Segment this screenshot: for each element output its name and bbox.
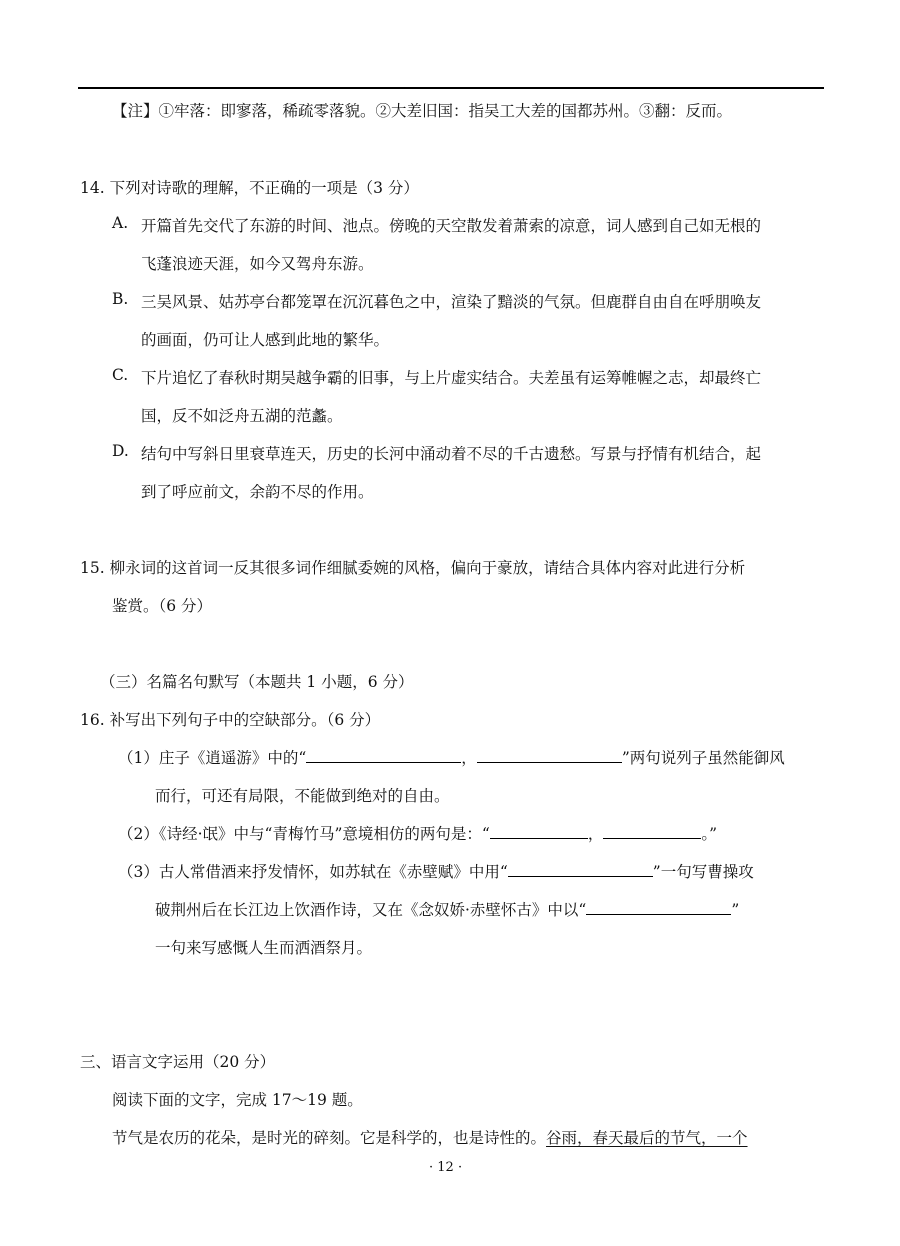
part-3-intro: 阅读下面的文字，完成 17～19 题。 xyxy=(112,1091,363,1109)
answer-blank-3b[interactable] xyxy=(586,900,731,915)
section-3-heading: （三）名篇名句默写（本题共 1 小题，6 分） xyxy=(100,673,414,691)
underlined-phrase: 谷雨，春天最后的节气，一个 xyxy=(546,1129,748,1147)
part-3-paragraph: 节气是农历的花朵，是时光的碎刻。它是科学的，也是诗性的。谷雨，春天最后的节气，一个 xyxy=(112,1129,748,1147)
question-16-item-2: （2）《诗经·氓》中与“青梅竹马”意境相仿的两句是：“ ， 。” xyxy=(118,825,718,843)
option-c-label: C. xyxy=(112,366,129,384)
answer-blank-2b[interactable] xyxy=(603,824,701,839)
option-a-label: A. xyxy=(112,214,129,232)
question-16-item-1-line2: 而行，可还有局限，不能做到绝对的自由。 xyxy=(155,787,450,805)
option-b-label: B. xyxy=(112,290,129,308)
top-rule xyxy=(78,87,824,89)
option-c-line1: 下片追忆了春秋时期吴越争霸的旧事，与上片虚实结合。夫差虽有运筹帷幄之志，却最终亡 xyxy=(141,369,762,387)
answer-blank-3a[interactable] xyxy=(508,862,653,877)
question-16-item-1: （1）庄子《逍遥游》中的“ ， ”两句说列子虽然能御风 xyxy=(118,749,785,767)
question-16-stem: 16. 补写出下列句子中的空缺部分。（6 分） xyxy=(80,711,381,729)
option-c-line2: 国，反不如泛舟五湖的范蠡。 xyxy=(141,407,343,425)
option-b-line2: 的画面，仍可让人感到此地的繁华。 xyxy=(141,331,390,349)
question-16-item-3-line2: 破荆州后在长江边上饮酒作诗，又在《念奴娇·赤壁怀古》中以“ ” xyxy=(155,901,740,919)
option-d-label: D. xyxy=(112,442,129,460)
question-15-line2: 鉴赏。（6 分） xyxy=(112,597,213,615)
question-14-stem: 14. 下列对诗歌的理解，不正确的一项是（3 分） xyxy=(80,179,419,197)
option-d-line2: 到了呼应前文，余韵不尽的作用。 xyxy=(141,483,374,501)
option-a-line1: 开篇首先交代了东游的时间、池点。傍晚的天空散发着萧索的凉意，词人感到自己如无根的 xyxy=(141,217,762,235)
question-16-item-3-line3: 一句来写感慨人生而洒酒祭月。 xyxy=(155,939,373,957)
answer-blank-1a[interactable] xyxy=(306,748,461,763)
part-3-heading: 三、语言文字运用（20 分） xyxy=(80,1053,276,1071)
note-line: 【注】①牢落：即寥落，稀疏零落貌。②大差旧国：指吴工大差的国都苏州。③翻：反而。 xyxy=(112,102,733,120)
answer-blank-1b[interactable] xyxy=(477,748,622,763)
question-15-line1: 15. 柳永词的这首词一反其很多词作细腻委婉的风格，偏向于豪放，请结合具体内容对此进行分析 xyxy=(80,559,746,577)
answer-blank-2a[interactable] xyxy=(490,824,588,839)
page-number: · 12 · xyxy=(429,1160,463,1175)
option-a-line2: 飞蓬浪迹天涯，如今又驾舟东游。 xyxy=(141,255,374,273)
option-b-line1: 三吴风景、姑苏亭台都笼罩在沉沉暮色之中，渲染了黯淡的气氛。但鹿群自由自在呼朋唤友 xyxy=(141,293,762,311)
question-16-item-3: （3）古人常借酒来抒发情怀，如苏轼在《赤壁赋》中用“ ”一句写曹操攻 xyxy=(118,863,754,881)
option-d-line1: 结句中写斜日里衰草连天，历史的长河中涌动着不尽的千古遗愁。写景与抒情有机结合，起 xyxy=(141,445,762,463)
